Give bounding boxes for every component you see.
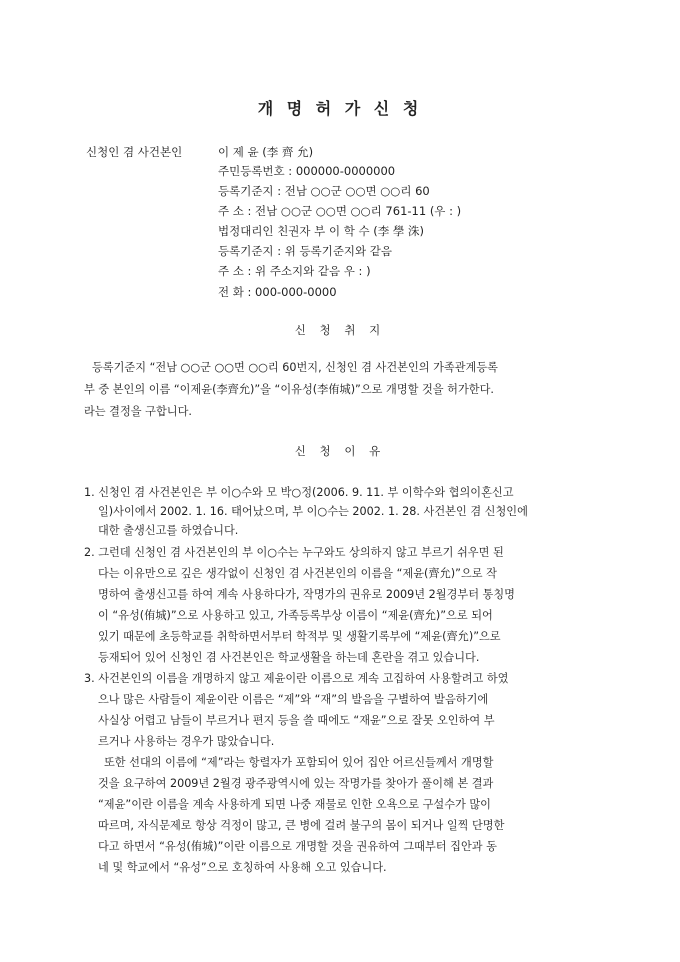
reason-line-10: 3. 사건본인의 이름을 개명하지 않고 제윤이란 이름으로 계속 고집하여 사용할려고 하였	[84, 672, 509, 685]
representative-phone: 전 화 : 000-000-0000	[218, 285, 337, 299]
legal-representative: 법정대리인 친권자 부 이 학 수 (李 學 洙)	[218, 224, 425, 238]
reason-line-11: 으나 많은 사람들이 제윤이란 이름은 “제”와 “재”의 발음을 구별하여 발음하기에	[98, 693, 489, 706]
reason-line-17: 따르며, 자식문제로 항상 걱정이 많고, 큰 병에 걸려 불구의 몸이 되거나 일찍 단명한	[98, 819, 505, 832]
representative-registry: 등록기준지 : 위 등록기준지와 같음	[218, 244, 393, 258]
reason-line-18: 다고 하면서 “유성(侑城)”이란 이름으로 개명할 것을 권유하여 그때부터 집안과 동	[98, 840, 497, 853]
purpose-line-3: 라는 결정을 구합니다.	[84, 405, 192, 418]
reason-line-7: 이 “유성(侑城)”으로 사용하고 있고, 가족등록부상 이름이 “제윤(齊允)”으로 되어	[98, 609, 493, 622]
reason-line-1: 1. 신청인 겸 사건본인은 부 이○수와 모 박○정(2006. 9. 11. 부 이학수와 협의이혼신고	[84, 486, 514, 499]
reason-line-5: 다는 이유만으로 깊은 생각없이 신청인 겸 사건본인의 이름을 “제윤(齊允)”으로 작	[98, 567, 497, 580]
reason-line-13: 르거나 사용하는 경우가 많았습니다.	[98, 735, 275, 748]
applicant-registry: 등록기준지 : 전남 ○○군 ○○면 ○○리 60	[218, 184, 430, 198]
reason-line-19: 네 및 학교에서 “유성”으로 호칭하여 사용해 오고 있습니다.	[98, 861, 387, 874]
reason-line-2: 일)사이에서 2002. 1. 16. 태어났으며, 부 이○수는 2002. 1. 28. 사건본인 겸 신청인에	[98, 505, 528, 518]
purpose-line-1: 등록기준지 “전남 ○○군 ○○면 ○○리 60번지, 신청인 겸 사건본인의 가족관계등록	[92, 361, 498, 374]
reason-line-3: 대한 출생신고를 하였습니다.	[98, 524, 239, 537]
document-title: 개 명 허 가 신 청	[257, 99, 423, 118]
representative-address: 주 소 : 위 주소지와 같음 우 : )	[218, 264, 371, 278]
reason-line-14: 또한 선대의 이름에 “제”라는 항렬자가 포함되어 있어 집안 어르신들께서 개명할	[104, 756, 494, 769]
applicant-name: 이 제 윤 (李 齊 允)	[218, 145, 314, 159]
reason-heading: 신 청 이 유	[294, 444, 386, 458]
applicant-address: 주 소 : 전남 ○○군 ○○면 ○○리 761-11 (우 : )	[218, 204, 462, 218]
reason-line-16: “제윤”이란 이름을 계속 사용하게 되면 나중 재물로 인한 오욕으로 구설수가 많이	[98, 798, 491, 811]
purpose-heading: 신 청 취 지	[294, 323, 386, 337]
applicant-label: 신청인 겸 사건본인	[86, 145, 183, 159]
reason-line-8: 있기 때문에 초등학교를 취학하면서부터 학적부 및 생활기록부에 “제윤(齊允)”으로	[98, 630, 501, 643]
reason-line-4: 2. 그런데 신청인 겸 사건본인의 부 이○수는 누구와도 상의하지 않고 부르기 쉬우면 된	[84, 546, 504, 559]
reason-line-9: 등재되어 있어 신청인 겸 사건본인은 학교생활을 하는데 혼란을 겪고 있습니다.	[98, 651, 480, 664]
reason-line-15: 것을 요구하여 2009년 2월경 광주광역시에 있는 작명가를 찾아가 풀이해 본 결과	[98, 777, 494, 790]
applicant-rrn: 주민등록번호 : 000000-0000000	[218, 164, 396, 178]
reason-line-6: 명하여 출생신고를 하여 계속 사용하다가, 작명가의 권유로 2009년 2월경부터 통칭명	[98, 588, 515, 601]
reason-line-12: 사실상 어렵고 남들이 부르거나 편지 등을 쓸 때에도 “재윤”으로 잘못 오인하여 부	[98, 714, 495, 727]
purpose-line-2: 부 중 본인의 이름 “이제윤(李齊允)”을 “이유성(李侑城)”으로 개명할 것을 허가한다.	[84, 383, 494, 396]
